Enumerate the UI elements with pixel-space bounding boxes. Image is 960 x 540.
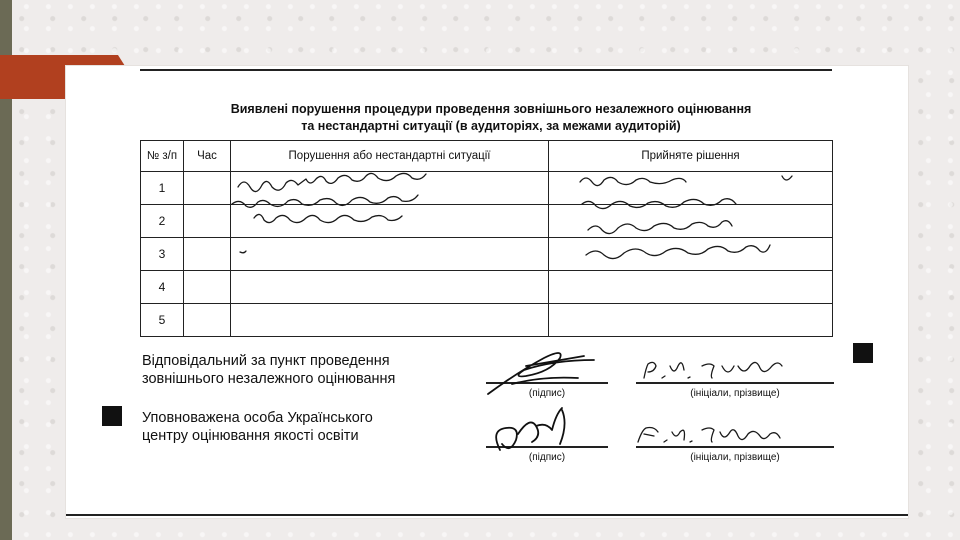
column-header-violations: Порушення або нестандартні ситуації: [231, 141, 549, 172]
row-number: 2: [141, 205, 184, 238]
form-heading-line-2: та нестандартні ситуації (в аудиторіях, за межами аудиторій): [301, 119, 681, 133]
responsible-label-line-2: зовнішнього незалежного оцінювання: [142, 371, 396, 387]
handwritten-signatures: [66, 66, 908, 518]
authorized-label-line-2: центру оцінювання якості освіти: [142, 428, 359, 444]
initials-caption-1: (ініціали, прізвище): [690, 388, 780, 399]
row-number: 4: [141, 271, 184, 304]
bottom-rule: [66, 514, 908, 516]
row-number: 1: [141, 172, 184, 205]
initials-caption-2: (ініціали, прізвище): [690, 452, 780, 463]
initials-mark-2: [638, 428, 780, 443]
signature-mark-1: [488, 353, 594, 394]
column-header-time: Час: [184, 141, 231, 172]
signature-caption-2: (підпис): [528, 452, 566, 463]
authorized-label-line-1: Уповноважена особа Українського: [142, 410, 373, 426]
signature-mark-2: [496, 408, 564, 450]
initials-mark-1: [644, 362, 782, 378]
responsible-label-line-1: Відповідальний за пункт проведення: [142, 353, 390, 369]
row-number: 3: [141, 238, 184, 271]
signature-caption-1: (підпис): [528, 388, 566, 399]
column-header-decision: Прийняте рішення: [549, 141, 833, 172]
form-heading-line-1: Виявлені порушення процедури проведення зовнішнього незалежного оцінювання: [230, 102, 752, 116]
scanned-form: [66, 66, 908, 518]
column-header-number: № з/п: [141, 141, 184, 172]
row-number: 5: [141, 304, 184, 337]
